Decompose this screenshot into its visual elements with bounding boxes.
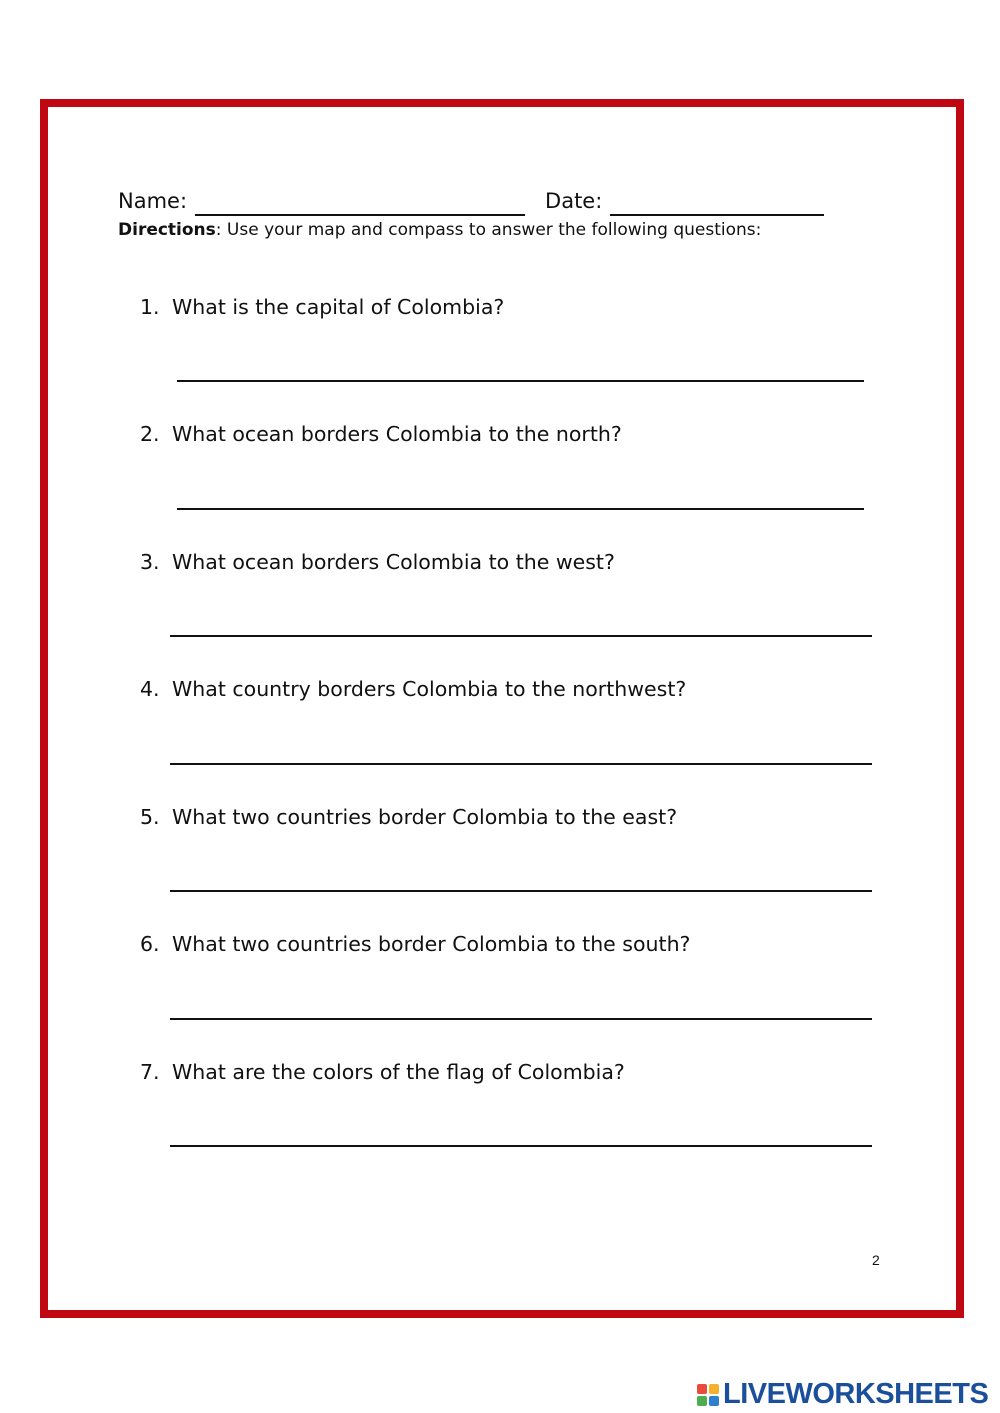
question-4 xyxy=(140,677,686,701)
question-7 xyxy=(140,1060,625,1084)
question-1 xyxy=(140,295,504,319)
logo-tile xyxy=(709,1384,719,1394)
directions-lead: Directions xyxy=(118,220,216,240)
answer-line-4[interactable] xyxy=(170,763,872,765)
answer-line-7[interactable] xyxy=(170,1145,872,1147)
directions-text: : Use your map and compass to answer the following questions: xyxy=(215,220,762,240)
liveworksheets-logo[interactable] xyxy=(697,1378,988,1411)
question-text: What ocean borders Colombia to the north? xyxy=(172,422,622,446)
question-number: 2. xyxy=(140,422,160,446)
date-field[interactable] xyxy=(610,190,824,216)
question-text: What are the colors of the flag of Colombia? xyxy=(172,1060,625,1084)
question-text: What two countries border Colombia to the south? xyxy=(172,932,691,956)
page-number: 2 xyxy=(872,1252,880,1268)
name-field[interactable] xyxy=(195,190,525,216)
logo-tile xyxy=(697,1396,707,1406)
question-text: What ocean borders Colombia to the west? xyxy=(172,550,615,574)
logo-text: LIVEWORKSHEETS xyxy=(723,1378,989,1410)
question-5 xyxy=(140,805,677,829)
logo-tile xyxy=(709,1396,719,1406)
answer-line-3[interactable] xyxy=(170,635,872,637)
directions xyxy=(118,220,761,240)
answer-line-1[interactable] xyxy=(177,380,864,382)
question-3 xyxy=(140,550,615,574)
name-label: Name: xyxy=(118,189,188,213)
question-2 xyxy=(140,422,622,446)
question-number: 7. xyxy=(140,1060,160,1084)
answer-line-2[interactable] xyxy=(177,508,864,510)
question-text: What two countries border Colombia to the east? xyxy=(172,805,678,829)
page-border xyxy=(40,99,964,1318)
logo-tile xyxy=(697,1384,707,1394)
question-text: What is the capital of Colombia? xyxy=(172,295,505,319)
header-row xyxy=(118,186,824,216)
question-text: What country borders Colombia to the northwest? xyxy=(172,677,687,701)
question-number: 5. xyxy=(140,805,160,829)
question-number: 3. xyxy=(140,550,160,574)
question-number: 4. xyxy=(140,677,160,701)
question-number: 6. xyxy=(140,932,160,956)
liveworksheets-logo-icon xyxy=(697,1384,719,1406)
question-number: 1. xyxy=(140,295,160,319)
date-label: Date: xyxy=(545,189,603,213)
answer-line-6[interactable] xyxy=(170,1018,872,1020)
answer-line-5[interactable] xyxy=(170,890,872,892)
question-6 xyxy=(140,932,690,956)
